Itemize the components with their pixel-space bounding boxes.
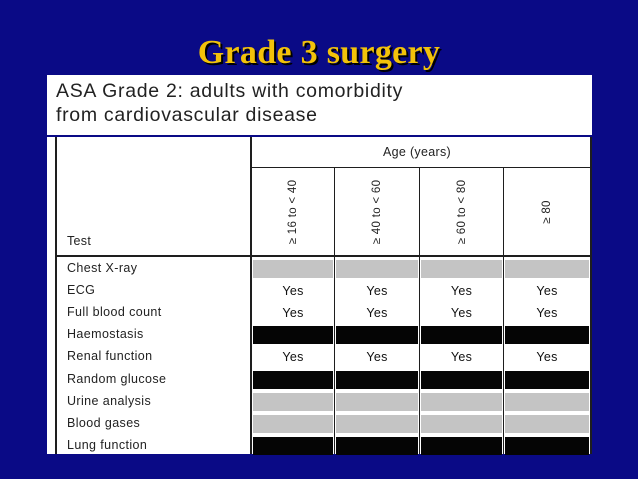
table-cell [421, 393, 502, 411]
row-label: Full blood count [67, 305, 162, 320]
table-cell [505, 415, 589, 433]
table-cell: Yes [421, 304, 502, 322]
table-heading-line-2: from cardiovascular disease [56, 104, 318, 126]
table-heading [47, 75, 592, 135]
table-cell [421, 415, 502, 433]
age-column-header: ≥ 16 to < 40 [287, 179, 299, 245]
table-cell: Yes [505, 304, 589, 322]
row-label: Renal function [67, 349, 153, 364]
row-label: Blood gases [67, 415, 141, 430]
table-cell [253, 260, 333, 278]
table-cell [336, 437, 418, 455]
table-cell: Yes [336, 282, 418, 300]
row-label: Chest X-ray [67, 261, 138, 275]
table-cell [421, 371, 502, 389]
table-cell [336, 415, 418, 433]
table-cell [253, 371, 333, 389]
table-cell [421, 260, 502, 278]
table-right-border [590, 137, 592, 454]
row-label: Lung function [67, 437, 148, 452]
age-group-header: Age (years) [383, 145, 451, 159]
table-cell [421, 437, 502, 455]
table-cell [336, 371, 418, 389]
table-cell [505, 326, 589, 344]
slide-title: Grade 3 surgery [197, 34, 441, 71]
table-cell [505, 371, 589, 389]
table-cell [253, 437, 333, 455]
table-left-border [55, 137, 57, 454]
table-cell: Yes [253, 282, 333, 300]
table-cell: Yes [253, 348, 333, 366]
table-cell: Yes [336, 348, 418, 366]
table-cell [336, 393, 418, 411]
age-column-header: ≥ 80 [541, 200, 553, 224]
table-cell [505, 393, 589, 411]
table-cell: Yes [421, 348, 502, 366]
table-cell [505, 437, 589, 455]
table-cell [421, 326, 502, 344]
row-label: ECG [67, 283, 96, 298]
header-bottom-rule [55, 255, 592, 257]
tests-table [47, 137, 592, 454]
age-column-header: ≥ 40 to < 60 [371, 179, 383, 245]
header-divider [250, 167, 592, 168]
table-cell: Yes [421, 282, 502, 300]
age-column-header: ≥ 60 to < 80 [455, 179, 468, 245]
row-label: Haemostasis [67, 327, 144, 342]
test-column-header: Test [67, 234, 92, 248]
row-label: Urine analysis [67, 393, 152, 408]
table-cell [505, 260, 589, 278]
table-cell [253, 415, 333, 433]
table-heading-line-1: ASA Grade 2: adults with comorbidity [56, 80, 404, 102]
table-cell: Yes [253, 304, 333, 322]
table-cell [253, 393, 333, 411]
table-cell: Yes [505, 348, 589, 366]
row-label: Random glucose [67, 371, 167, 386]
table-cell [253, 326, 333, 344]
table-cell: Yes [336, 304, 418, 322]
table-cell: Yes [505, 282, 589, 300]
table-cell [336, 260, 418, 278]
table-cell [336, 326, 418, 344]
